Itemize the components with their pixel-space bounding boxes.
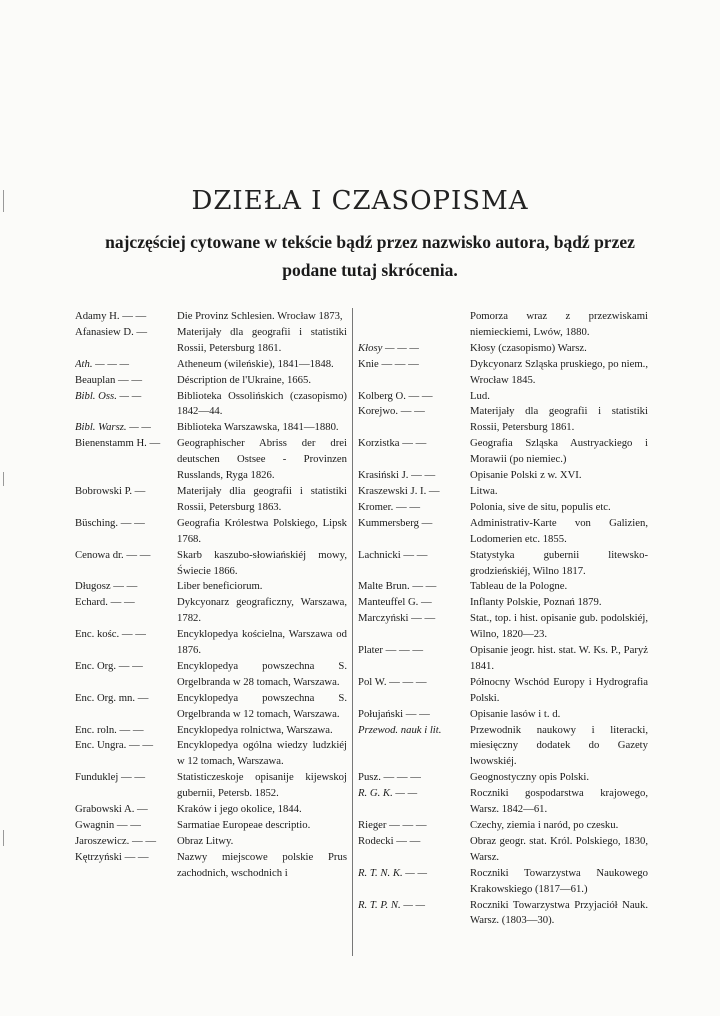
entry-abbreviation: R. T. N. K. — — bbox=[358, 866, 427, 879]
bibliography-entry bbox=[75, 420, 347, 436]
bibliography-entry bbox=[358, 770, 642, 786]
entry-abbreviation: Grabowski A. — bbox=[75, 803, 148, 816]
entry-description: Kłosy (czasopismo) Warsz. bbox=[470, 341, 587, 354]
entry-abbreviation: Kolberg O. — — bbox=[358, 389, 433, 402]
entry-description: Statystyka gubernii litewsko-grodzieńskiéj, Wilno 1817. bbox=[470, 548, 648, 577]
entry-abbreviation bbox=[358, 309, 456, 341]
entry-description: Przewodnik naukowy i literacki, miesięczny dodatek do Gazety lwowskiéj. bbox=[470, 723, 648, 768]
entry-abbreviation: Rieger — — — bbox=[358, 819, 427, 831]
entry-description: Statisticzeskoje opisanije kijewskoj gubernii, Petersb. 1852. bbox=[177, 771, 347, 800]
entry-description: Geognostyczny opis Polski. bbox=[470, 771, 590, 784]
bibliography-entry bbox=[75, 357, 347, 373]
entry-description: Materijały dlia geografii i statistiki Rossii, Petersburg 1863. bbox=[177, 484, 347, 513]
page-subtitle bbox=[60, 228, 680, 284]
entry-abbreviation: Bobrowski P. — bbox=[75, 484, 146, 497]
entry-abbreviation: Funduklej — — bbox=[75, 771, 146, 784]
bibliography-entry bbox=[358, 548, 648, 580]
entry-abbreviation: Korejwo. — — bbox=[358, 405, 425, 418]
entry-abbreviation: Enc. kośc. — — bbox=[75, 628, 146, 641]
entry-description: Déscription de l'Ukraine, 1665. bbox=[177, 373, 312, 386]
bibliography-entry bbox=[358, 579, 642, 595]
entry-description: Encyklopedya ogólna wiedzy ludzkiéj w 12 tomach, Warszawa. bbox=[177, 739, 347, 768]
bibliography-entry bbox=[75, 548, 347, 580]
entry-description: Północny Wschód Europy i Hydrografia Polski. bbox=[470, 675, 648, 704]
entry-abbreviation: Echard. — — bbox=[75, 596, 135, 609]
page-title: DZIEŁA I CZASOPISMA bbox=[191, 186, 529, 216]
entry-abbreviation: Gwagnin — — bbox=[75, 819, 141, 831]
entry-description: Obraz Litwy. bbox=[177, 834, 234, 847]
entry-description: Inflanty Polskie, Poznań 1879. bbox=[470, 596, 602, 609]
entry-description: Roczniki Towarzystwa Przyjaciół Nauk. Warsz. (1803—30). bbox=[470, 898, 648, 927]
entry-abbreviation: Lachnicki — — bbox=[358, 548, 428, 561]
bibliography-entry bbox=[75, 770, 347, 802]
entry-abbreviation: Enc. Ungra. — — bbox=[75, 739, 154, 752]
entry-abbreviation: Büsching. — — bbox=[75, 516, 145, 529]
bibliography-entry bbox=[358, 404, 648, 436]
entry-description: Roczniki Towarzystwa Naukowego Krakowskiego (1817—61.) bbox=[470, 866, 648, 895]
bibliography-entry bbox=[358, 357, 648, 389]
bibliography-entry bbox=[358, 468, 642, 484]
bibliography-entry bbox=[75, 738, 347, 770]
entry-abbreviation: Enc. Org. — — bbox=[75, 659, 143, 672]
bibliography-entry bbox=[75, 723, 347, 739]
bibliography-entry bbox=[75, 373, 347, 389]
entry-abbreviation: Cenowa dr. — — bbox=[75, 548, 151, 561]
entry-description: Biblioteka Ossolińskich (czasopismo) 1842—44. bbox=[177, 389, 347, 418]
entry-abbreviation: Kummersberg — bbox=[358, 516, 433, 529]
bibliography-entry bbox=[75, 484, 347, 516]
entry-description: Polonia, sive de situ, populis etc. bbox=[470, 500, 611, 513]
entry-abbreviation: Manteuffel G. — bbox=[358, 596, 432, 609]
entry-abbreviation: R. T. P. N. — — bbox=[358, 898, 426, 911]
scan-edge-mark bbox=[3, 472, 4, 486]
entry-description: Stat., top. i hist. opisanie gub. podolskiéj, Wilno, 1820—23. bbox=[470, 612, 648, 641]
left-column bbox=[75, 309, 347, 882]
bibliography-entry bbox=[358, 611, 648, 643]
bibliography-entry bbox=[358, 675, 648, 707]
bibliography-entry bbox=[75, 325, 347, 357]
entry-abbreviation: Kłosy — — — bbox=[358, 341, 419, 354]
entry-description: Dykcyonarz Szląska pruskiego, po niem., Wrocław 1845. bbox=[470, 357, 648, 386]
entry-abbreviation: Ath. — — — bbox=[75, 357, 130, 370]
entry-abbreviation: Kętrzyński — — bbox=[75, 850, 149, 863]
entry-description: Geografia Królestwa Polskiego, Lipsk 1768. bbox=[177, 516, 347, 545]
scan-edge-mark bbox=[3, 190, 4, 212]
bibliography-entry bbox=[75, 802, 347, 818]
bibliography-entry bbox=[75, 850, 347, 882]
bibliography-entry bbox=[358, 516, 648, 548]
entry-description: Biblioteka Warszawska, 1841—1880. bbox=[177, 421, 339, 434]
entry-description: Opisanie Polski z w. XVI. bbox=[470, 469, 582, 482]
bibliography-entry bbox=[75, 595, 347, 627]
entry-abbreviation: Enc. roln. — — bbox=[75, 723, 144, 736]
bibliography-entry bbox=[75, 389, 347, 421]
bibliography-entry bbox=[75, 627, 347, 659]
entry-description: Geographischer Abriss der drei deutschen Ostsee - Provinzen Russlands, Ryga 1826. bbox=[177, 437, 347, 482]
entry-abbreviation: Jaroszewicz. — — bbox=[75, 834, 157, 847]
entry-description: Obraz geogr. stat. Król. Polskiego, 1830, Warsz. bbox=[470, 834, 648, 863]
entry-description: Czechy, ziemia i naród, po czesku. bbox=[470, 819, 619, 831]
entry-abbreviation: Afanasiew D. — bbox=[75, 325, 148, 338]
entry-description: Opisanie jeogr. hist. stat. W. Ks. P., Paryż 1841. bbox=[470, 644, 648, 672]
bibliography-entry bbox=[75, 579, 347, 595]
entry-abbreviation: Rodecki — — bbox=[358, 834, 421, 847]
bibliography-entry bbox=[358, 723, 648, 771]
entry-abbreviation: Pusz. — — — bbox=[358, 771, 421, 784]
entry-description: Lud. bbox=[470, 389, 490, 402]
bibliography-entry bbox=[75, 659, 347, 691]
entry-abbreviation: Adamy H. — — bbox=[75, 310, 147, 322]
subtitle-line-2: podane tutaj skrócenia. bbox=[282, 260, 458, 280]
entry-description: Die Provinz Schlesien. Wrocław 1873, bbox=[177, 310, 343, 322]
entry-abbreviation: Pol W. — — — bbox=[358, 675, 427, 688]
entry-description: Nazwy miejscowe polskie Prus zachodnich, wschodnich i bbox=[177, 850, 347, 879]
bibliography-entry bbox=[75, 691, 347, 723]
entry-description: Atheneum (wileńskie), 1841—1848. bbox=[177, 357, 334, 370]
bibliography-entry bbox=[358, 341, 642, 357]
entry-description: Skarb kaszubo-słowiańskiéj mowy, Świecie 1866. bbox=[177, 548, 347, 577]
entry-abbreviation: Krasiński J. — — bbox=[358, 469, 436, 482]
right-column bbox=[358, 309, 648, 929]
bibliography-entry bbox=[358, 436, 648, 468]
entry-abbreviation: R. G. K. — — bbox=[358, 787, 418, 800]
entry-description: Materijały dla geografii i statistiki Rossii, Petersburg 1861. bbox=[470, 405, 648, 434]
entry-description: Encyklopedya powszechna S. Orgelbranda w 28 tomach, Warszawa. bbox=[177, 659, 347, 688]
bibliography-entry bbox=[358, 834, 648, 866]
entry-abbreviation: Kromer. — — bbox=[358, 500, 421, 513]
entry-description: Tableau de la Pologne. bbox=[470, 580, 568, 593]
entry-abbreviation: Korzistka — — bbox=[358, 437, 427, 450]
column-divider bbox=[352, 308, 353, 956]
bibliography-entry bbox=[358, 595, 642, 611]
bibliography-entry bbox=[358, 866, 648, 898]
entry-abbreviation: Bienenstamm H. — bbox=[75, 437, 161, 450]
bibliography-entry bbox=[358, 309, 648, 341]
bibliography-entry bbox=[75, 834, 347, 850]
bibliography-entry bbox=[358, 898, 648, 930]
bibliography-entry bbox=[75, 818, 347, 834]
entry-description: Dykcyonarz geograficzny, Warszawa, 1782. bbox=[177, 596, 347, 625]
bibliography-entry bbox=[358, 707, 642, 723]
entry-abbreviation: Marczyński — — bbox=[358, 612, 436, 625]
entry-abbreviation: Długosz — — bbox=[75, 580, 138, 593]
entry-description: Materijały dla geografii i statistiki Rossii, Petersburg 1861. bbox=[177, 325, 347, 354]
entry-description: Roczniki gospodarstwa krajowego, Warsz. 1842—61. bbox=[470, 787, 648, 816]
entry-description: Pomorza wraz z przezwiskami niemieckiemi, Lwów, 1880. bbox=[470, 310, 648, 338]
entry-abbreviation: Beauplan — — bbox=[75, 373, 143, 386]
bibliography-entry bbox=[358, 786, 648, 818]
entry-abbreviation: Malte Brun. — — bbox=[358, 580, 437, 593]
entry-description: Opisanie lasów i t. d. bbox=[470, 707, 561, 720]
entry-description: Kraków i jego okolice, 1844. bbox=[177, 803, 302, 816]
entry-abbreviation: Knie — — — bbox=[358, 357, 419, 370]
entry-abbreviation: Bibl. Warsz. — — bbox=[75, 421, 151, 434]
entry-description: Encyklopedya kościelna, Warszawa od 1876. bbox=[177, 628, 347, 657]
entry-abbreviation: Plater — — — bbox=[358, 644, 424, 657]
entry-description: Encyklopedya powszechna S. Orgelbranda w 12 tomach, Warszawa. bbox=[177, 691, 347, 720]
entry-abbreviation: Kraszewski J. I. — bbox=[358, 484, 440, 497]
bibliography-entry bbox=[358, 484, 642, 500]
bibliography-entry bbox=[358, 500, 642, 516]
bibliography-entry bbox=[358, 643, 648, 675]
entry-abbreviation: Przewod. nauk i lit. bbox=[358, 723, 442, 736]
bibliography-entry bbox=[358, 389, 642, 405]
entry-abbreviation: Połujański — — bbox=[358, 707, 430, 720]
entry-description: Encyklopedya rolnictwa, Warszawa. bbox=[177, 723, 333, 736]
entry-description: Liber beneficiorum. bbox=[177, 580, 263, 593]
entry-abbreviation: Enc. Org. mn. — bbox=[75, 691, 149, 704]
entry-abbreviation: Bibl. Oss. — — bbox=[75, 389, 142, 402]
bibliography-entry bbox=[75, 309, 347, 325]
entry-description: Administrativ-Karte von Galizien, Lodomerien etc. 1855. bbox=[470, 516, 648, 545]
scan-edge-mark bbox=[3, 830, 4, 846]
bibliography-entry bbox=[75, 516, 347, 548]
entry-description: Geografia Szląska Austryackiego i Morawii (po niemiec.) bbox=[470, 437, 648, 466]
subtitle-line-1: najczęściej cytowane w tekście bądź przez nazwisko autora, bądź przez bbox=[105, 232, 635, 252]
entry-description: Litwa. bbox=[470, 484, 498, 497]
entry-description: Sarmatiae Europeae descriptio. bbox=[177, 819, 311, 831]
bibliography-entry bbox=[75, 436, 347, 484]
bibliography-entry bbox=[358, 818, 642, 834]
